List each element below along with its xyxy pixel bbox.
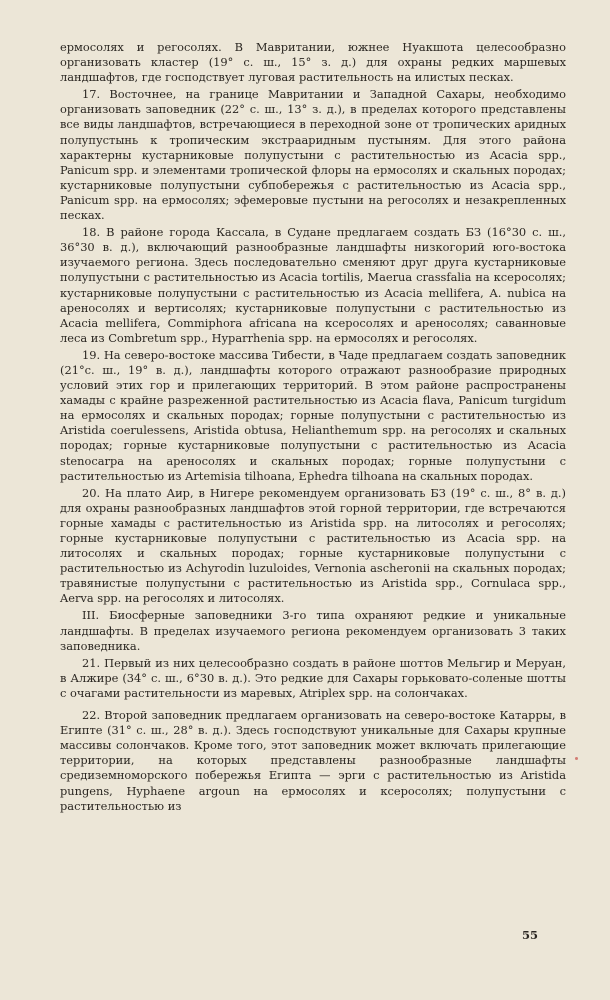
paragraph-18: 18. В районе города Кассала, в Судане предлагаем создать БЗ (16°30 с. ш., 36°30 в. д.), включающий разнообразные ландшафты низкогорий юго-востока изучаемого региона. Здесь последовательно сменяют друг друга кустарниковые полупустыни с растительностью из Acacia tortilis, Maerua crassfalia на ксеросолях; кустарниковые полупустыни с растительностью из Acacia mellifera, A. nubica на ареносолях и вертисолях; кустарниковые полупустыни с растительностью из Acacia mellifera, Commiphora africana на ксеросолях и ареносолях; саванновые леса из Combretum spp., Hyparrhenia spp. на ермосолях и регосолях. <box>60 225 566 345</box>
ink-spot <box>575 757 578 760</box>
paragraph-22: 22. Второй заповедник предлагаем организовать на северо-востоке Катарры, в Египте (31° с. ш., 28° в. д.). Здесь господствуют уникальные для Сахары крупные массивы солончаков. Кроме того, этот заповедник может включать прилегающие территории, на которых представлены разнообразные ландшафты средиземноморского побережья Египта — эрги с растительностью из Aristida pungens, Hyphaene argoun на ермосолях и ксеросолях; полупустыни с растительностью из <box>60 708 566 813</box>
paragraph-20: 20. На плато Аир, в Нигере рекомендуем организовать БЗ (19° с. ш., 8° в. д.) для охраны разнообразных ландшафтов этой горной территории, где встречаются горные хамады с растительностью из Aristida spp. на литосолях и регосолях; горные кустарниковые полупустыни с растительностью из Acacia spp. на литосолях и скальных породах; горные кустарниковые полупустыни с растительностью из Achyrodin luzuloides, Vernonia ascheronii на скальных породах; травянистые полупустыни с растительностью из Aristida spp., Cornulaca spp., Aerva spp. на регосолях и литосолях. <box>60 485 566 606</box>
paragraph-19: 19. На северо-востоке массива Тибести, в Чаде предлагаем создать заповедник (21°с. ш., 19° в. д.), ландшафты которого отражают разнообразие природных условий этих гор и прилегающих территорий. В этом районе распространены хамады с крайне разреженной растительностью из Acacia flava, Panicum turgidum на ермосолях и скальных породах; горные полупустыни с растительностью из Aristida coerulessens, Aristida obtusa, Helianthemum spp. на регосолях и скальных породах; горные кустарниковые полупустыни с растительностью из Acacia stenocarpa на ареносолях и скальных породах; горные полупустыни с растительностью из Artemisia tilhoana, Ephedra tilhoana на скальных породах. <box>60 347 566 483</box>
paragraph-section-iii: III. Биосферные заповедники 3-го типа охраняют редкие и уникальные ландшафты. В пределах изучаемого региона рекомендуем организовать 3 таких заповедника. <box>60 608 566 653</box>
body-text <box>60 40 566 814</box>
page-number: 55 <box>522 928 539 942</box>
paragraph-continuation: ермосолях и регосолях. В Мавритании, южнее Нуакшота целесообразно организовать кластер (19° с. ш., 15° з. д.) для охраны редких маршевых ландшафтов, где господствует луговая растительность на илистых песках. <box>60 40 566 85</box>
paragraph-21: 21. Первый из них целесообразно создать в районе шоттов Мельгир и Меруан, в Алжире (34° с. ш., 6°30 в. д.). Это редкие для Сахары горьковато-соленые шотты с очагами растительности из маревых, Atriplex spp. на солончаках. <box>60 655 566 700</box>
paragraph-17: 17. Восточнее, на границе Мавритании и Западной Сахары, необходимо организовать заповедник (22° с. ш., 13° з. д.), в пределах которого представлены все виды ландшафтов, встречающиеся в переходной зоне от тропических аридных полупустынь к тропическим экстрааридным пустыням. Для этого района характерны кустарниковые полупустыни с растительностью из Acacia spp., Panicum spp. и элементами тропической флоры на ермосолях и скальных породах; кустарниковые полупустыни субпобережья с растительностью из Acacia spp., Panicum spp. на ермосолях; эфемеровые пустыни на регосолях и незакрепленных песках. <box>60 87 566 223</box>
